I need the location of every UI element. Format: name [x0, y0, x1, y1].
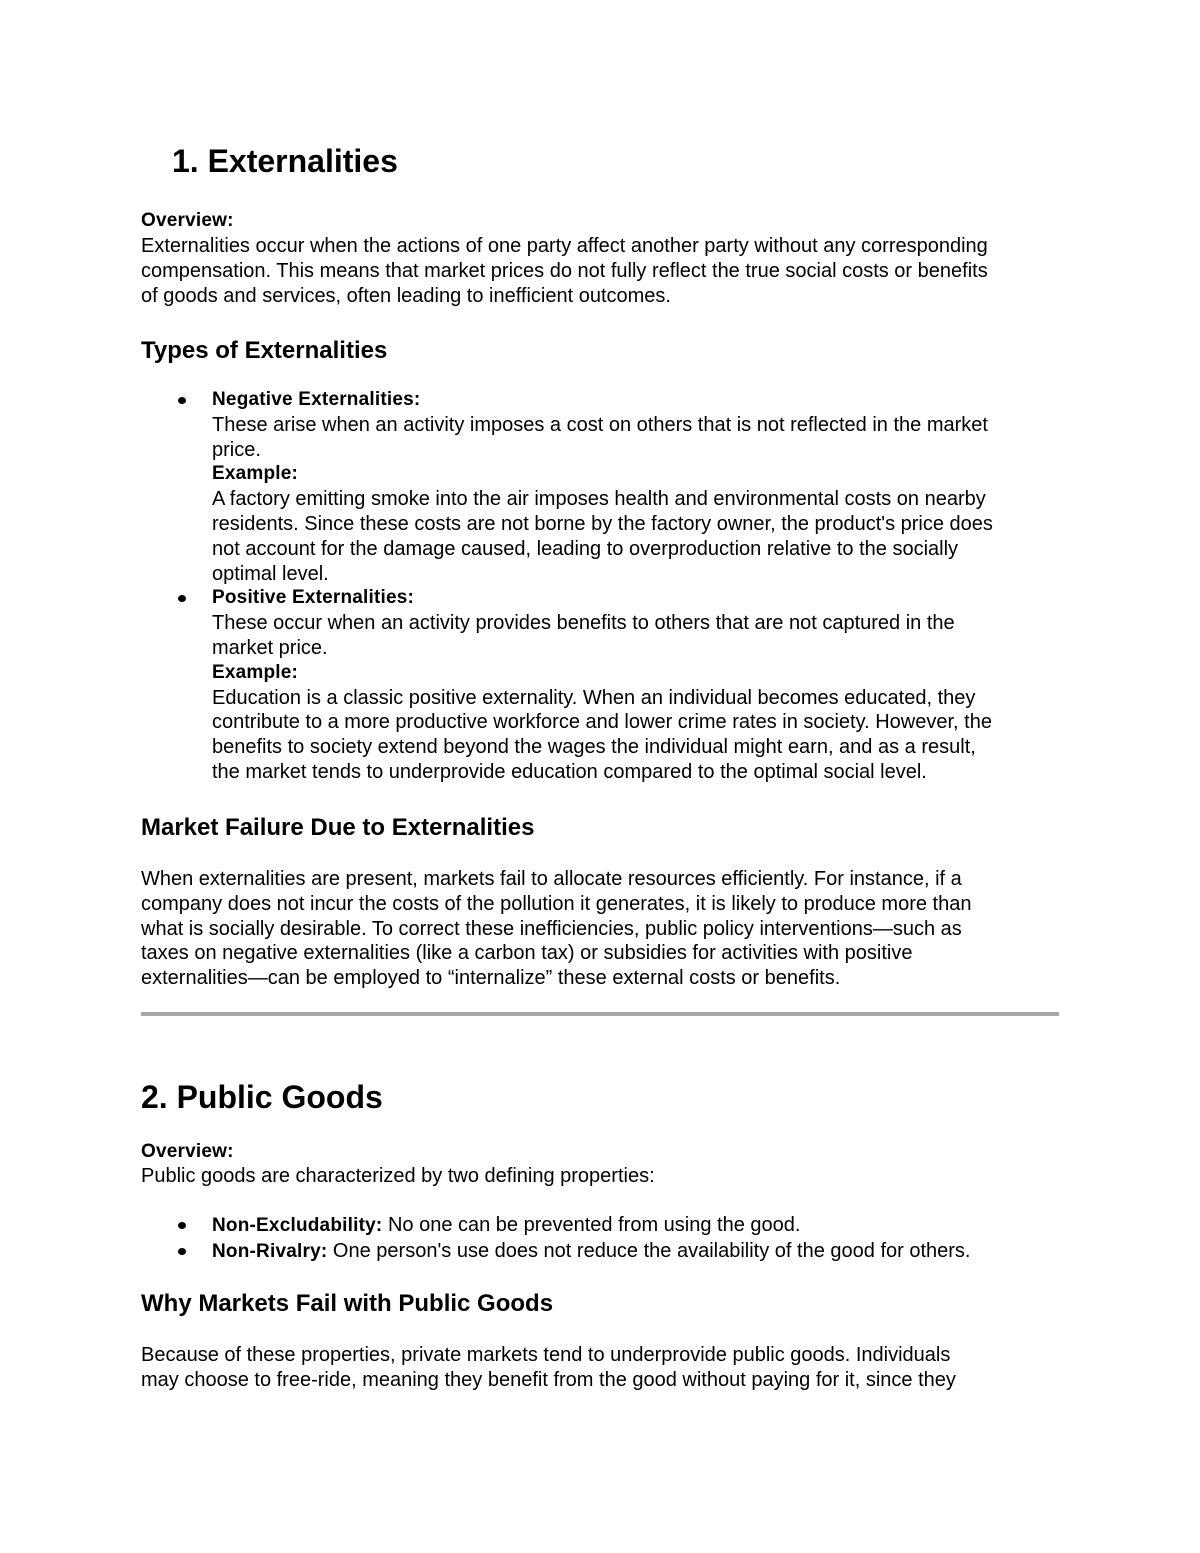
market-failure-heading: Market Failure Due to Externalities — [141, 814, 535, 841]
market-failure-paragraph — [141, 867, 1059, 991]
example-line: the market tends to underprovide education compared to the optimal social level. — [212, 760, 927, 783]
positive-externalities-label: Positive Externalities: — [212, 587, 415, 609]
property-line — [212, 1213, 1059, 1239]
paragraph-line: what is socially desirable. To correct these inefficiencies, public policy interventions—such as — [141, 917, 962, 940]
list-item-non-excludability — [141, 1213, 1059, 1239]
overview-line: Externalities occur when the actions of one party affect another party without any corresponding — [141, 235, 988, 257]
list-item-non-rivalry — [141, 1239, 1059, 1265]
section-1-title: 1. Externalities — [172, 143, 398, 179]
example-line: A factory emitting smoke into the air imposes health and environmental costs on nearby — [212, 488, 986, 511]
bullet-icon — [178, 1222, 186, 1229]
paragraph-line: When externalities are present, markets fail to allocate resources efficiently. For instance, if a — [141, 868, 962, 890]
paragraph-line: may choose to free-ride, meaning they benefit from the good without paying for it, since they — [141, 1368, 956, 1391]
example-line: contribute to a more productive workforce and lower crime rates in society. However, the — [212, 711, 992, 734]
public-goods-properties-list — [141, 1213, 1059, 1265]
non-excludability-label: Non-Excludability: — [212, 1215, 383, 1236]
example-line: Education is a classic positive externality. When an individual becomes educated, they — [212, 686, 976, 709]
description-line: market price. — [212, 636, 328, 659]
example-line: not account for the damage caused, leading to overproduction relative to the socially — [212, 537, 959, 560]
bullet-icon — [178, 595, 186, 602]
property-text: One person's use does not reduce the availability of the good for others. — [327, 1239, 971, 1262]
section-2-title: 2. Public Goods — [141, 1079, 383, 1115]
section-2-overview-label: Overview: — [141, 1141, 234, 1162]
example-line: residents. Since these costs are not borne by the factory owner, the product's price does — [212, 512, 993, 535]
example-label: Example: — [212, 463, 299, 485]
property-text: No one can be prevented from using the good. — [382, 1214, 801, 1236]
paragraph-line: externalities—can be employed to “internalize” these external costs or benefits. — [141, 967, 841, 990]
negative-externalities-label: Negative Externalities: — [212, 389, 421, 410]
non-rivalry-label: Non-Rivalry: — [212, 1240, 328, 1262]
example-label: Example: — [212, 661, 299, 683]
horizontal-divider — [141, 1012, 1059, 1016]
overview-line: compensation. This means that market prices do not fully reflect the true social costs or benefits — [141, 259, 988, 282]
paragraph-line: company does not incur the costs of the pollution it generates, it is likely to produce more than — [141, 892, 972, 915]
why-markets-fail-paragraph — [141, 1343, 1059, 1393]
section-1-overview-text — [141, 234, 1059, 308]
paragraph-line: Because of these properties, private markets tend to underprovide public goods. Individuals — [141, 1344, 951, 1366]
list-item-negative-externalities — [141, 388, 1059, 586]
types-of-externalities-heading: Types of Externalities — [141, 337, 388, 364]
bullet-icon — [178, 397, 186, 404]
bullet-icon — [178, 1248, 186, 1255]
description-line: These occur when an activity provides benefits to others that are not captured in the — [212, 612, 955, 635]
externality-types-list — [141, 388, 1059, 785]
why-markets-fail-heading: Why Markets Fail with Public Goods — [141, 1290, 554, 1317]
section-1-overview-label: Overview: — [141, 210, 234, 231]
paragraph-line: taxes on negative externalities (like a carbon tax) or subsidies for activities with positive — [141, 942, 913, 965]
example-line: benefits to society extend beyond the wages the individual might earn, and as a result, — [212, 736, 976, 759]
section-2-overview-text: Public goods are characterized by two defining properties: — [141, 1165, 655, 1187]
description-line: These arise when an activity imposes a cost on others that is not reflected in the market — [212, 413, 988, 436]
example-line: optimal level. — [212, 562, 329, 585]
description-line: price. — [212, 438, 261, 461]
property-line — [212, 1239, 1059, 1265]
list-item-positive-externalities — [141, 586, 1059, 784]
overview-line: of goods and services, often leading to inefficient outcomes. — [141, 284, 671, 307]
